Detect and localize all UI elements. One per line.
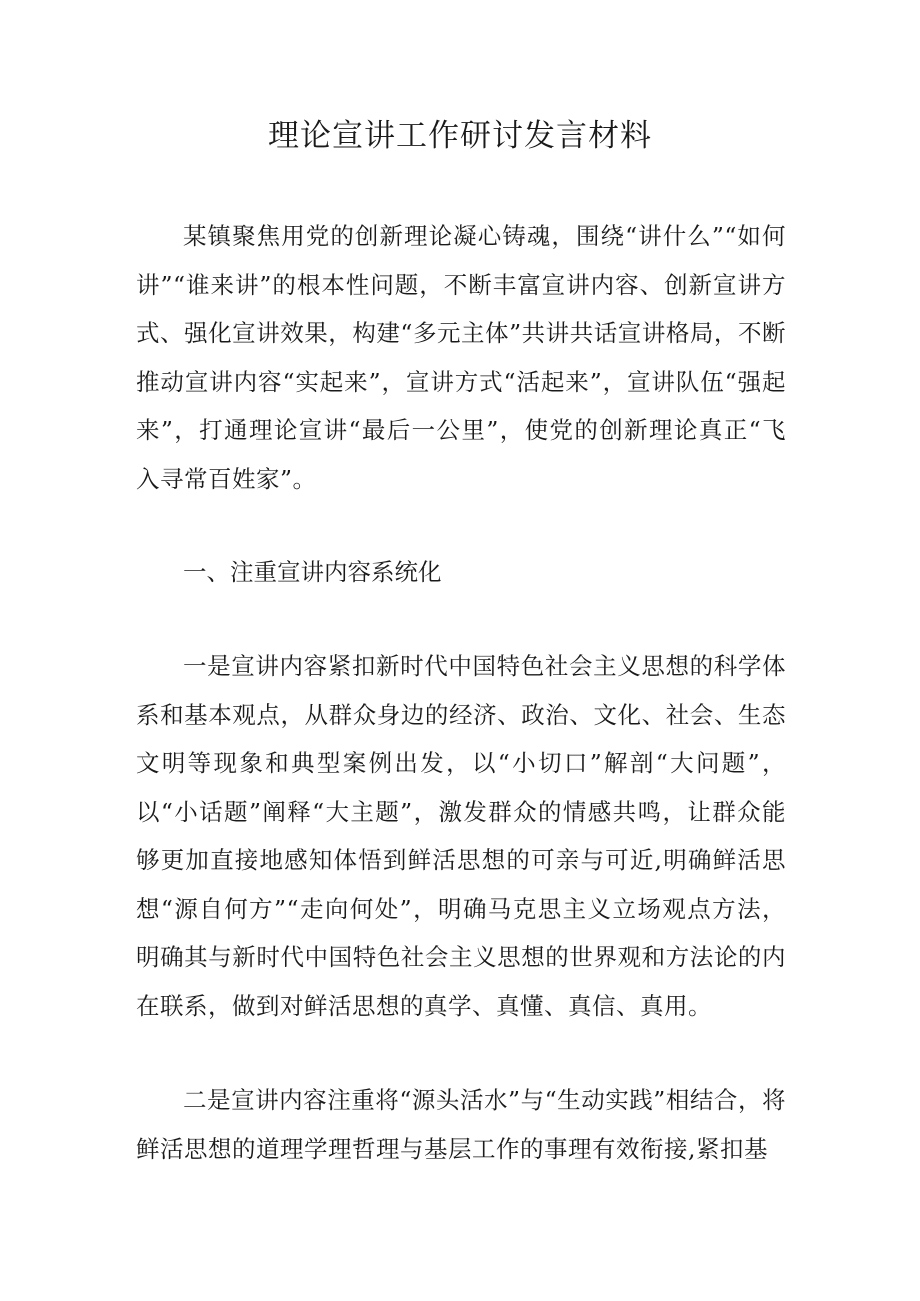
section-heading: 一、注重宣讲内容系统化 — [183, 558, 442, 586]
document-title: 理论宣讲工作研讨发言材料 — [268, 118, 652, 154]
body-paragraph-2: 二是宣讲内容注重将“源头活水”与“生动实践”相结合，将鲜活思想的道理学理哲理与基层工作的事理有效衔接,紧扣基 — [136, 1086, 786, 1163]
intro-paragraph: 某镇聚焦用党的创新理论凝心铸魂，围绕“讲什么”“如何讲”“谁来讲”的根本性问题，不断丰富宣讲内容、创新宣讲方式、强化宣讲效果，构建“多元主体”共讲共话宣讲格局，不断推动宣讲内容“实起来”，宣讲方式“活起来”，宣讲队伍“强起来”，打通理论宣讲“最后一公里”，使党的创新理论真正“飞入寻常百姓家”。 — [136, 222, 786, 493]
body-paragraph-1: 一是宣讲内容紧扣新时代中国特色社会主义思想的科学体系和基本观点，从群众身边的经济、政治、文化、社会、生态文明等现象和典型案例出发，以“小切口”解剖“大问题”，以“小话题”阐释“大主题”，激发群众的情感共鸣，让群众能够更加直接地感知体悟到鲜活思想的可亲与可近,明确鲜活思想“源自何方”“走向何处”，明确马克思主义立场观点方法，明确其与新时代中国特色社会主义思想的世界观和方法论的内在联系，做到对鲜活思想的真学、真懂、真信、真用。 — [136, 652, 786, 1020]
